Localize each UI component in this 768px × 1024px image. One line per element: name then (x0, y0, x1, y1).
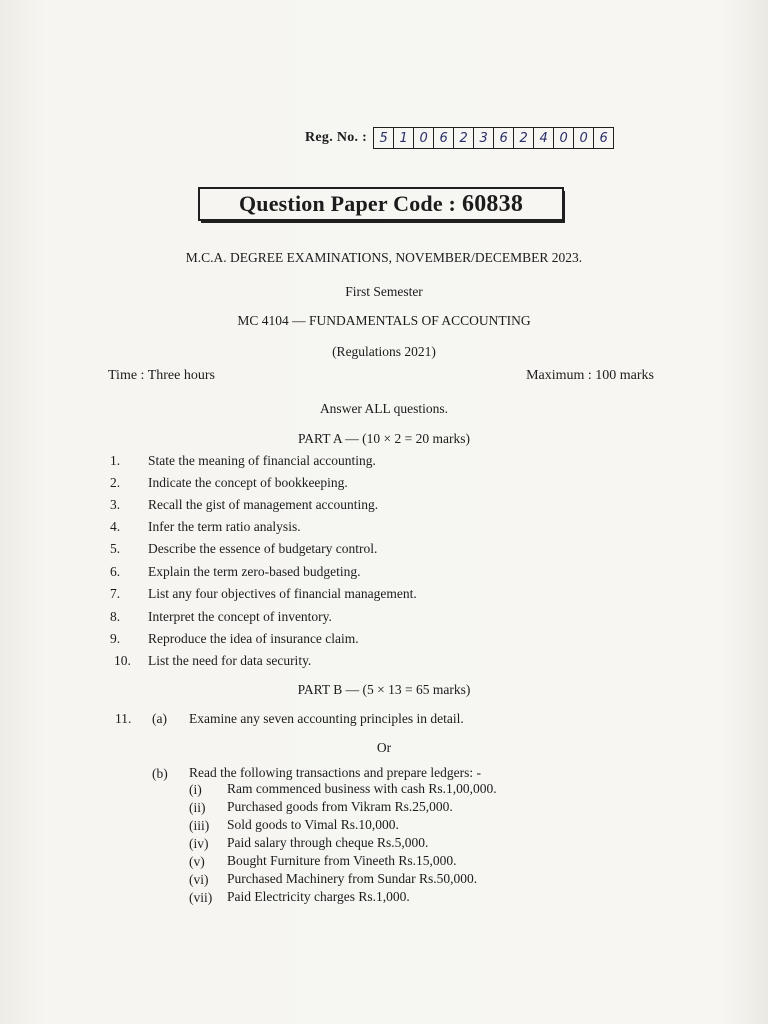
reg-number (305, 126, 614, 150)
reg-digit-boxes (373, 127, 614, 149)
instruction: Answer ALL questions. (319, 401, 449, 416)
question-text: Explain the term zero-based budgeting. (148, 564, 361, 579)
item-text: Purchased goods from Vikram Rs.25,000. (227, 799, 453, 814)
item-text: Bought Furniture from Vineeth Rs.15,000. (227, 853, 457, 868)
question-number: 5. (110, 541, 121, 556)
reg-digit: 2 (454, 128, 474, 148)
regulations: (Regulations 2021) (332, 344, 436, 359)
question-paper-code-box (198, 187, 564, 221)
maximum-marks: Maximum : 100 marks (526, 368, 654, 383)
question-number: 1. (110, 453, 121, 468)
question-text: Indicate the concept of bookkeeping. (148, 475, 348, 490)
reg-digit: 0 (414, 128, 434, 148)
item-text: Purchased Machinery from Sundar Rs.50,000. (227, 871, 478, 886)
question-number: 7. (110, 586, 121, 601)
question-text: Interpret the concept of inventory. (148, 609, 332, 624)
reg-digit: 6 (494, 128, 514, 148)
question-number: 2. (110, 475, 121, 490)
or-separator: Or (376, 740, 392, 755)
sub-question-label: (a) (152, 711, 167, 726)
question-text: Infer the term ratio analysis. (148, 519, 301, 534)
reg-digit: 1 (394, 128, 414, 148)
question-number: 10. (114, 653, 131, 668)
time-allowed: Time : Three hours (108, 368, 215, 383)
time-marks-row (108, 368, 654, 384)
reg-digit: 0 (554, 128, 574, 148)
exam-title: M.C.A. DEGREE EXAMINATIONS, NOVEMBER/DECEMBER 2023. (185, 250, 583, 265)
reg-digit: 6 (599, 130, 608, 146)
item-label: (vi) (189, 872, 209, 887)
reg-digit: 2 (514, 128, 534, 148)
item-label: (vii) (189, 890, 213, 905)
item-label: (i) (189, 782, 202, 797)
question-number: 9. (110, 631, 121, 646)
question-text: Describe the essence of budgetary control. (148, 541, 378, 556)
item-label: (iv) (189, 836, 209, 851)
question-text: State the meaning of financial accounting. (148, 453, 376, 468)
question-number: 6. (110, 564, 121, 579)
question-number: 3. (110, 497, 121, 512)
course-title: MC 4104 — FUNDAMENTALS OF ACCOUNTING (237, 313, 531, 328)
question-text: Recall the gist of management accounting. (148, 497, 379, 512)
reg-label: Reg. No. : (305, 130, 368, 145)
reg-digit: 3 (474, 128, 494, 148)
qpc-label: Question Paper Code : (238, 191, 457, 216)
question-number: 8. (110, 609, 121, 624)
part-b-title: PART B — (5 × 13 = 65 marks) (297, 682, 471, 697)
item-text: Ram commenced business with cash Rs.1,00,000. (227, 781, 497, 796)
item-text: Sold goods to Vimal Rs.10,000. (227, 817, 399, 832)
reg-digit: 4 (534, 128, 554, 148)
reg-digit: 6 (434, 128, 454, 148)
question-text: Read the following transactions and prepare ledgers: - (189, 765, 482, 780)
question-number: 11. (115, 711, 132, 726)
item-label: (ii) (189, 800, 206, 815)
question-text: List the need for data security. (148, 653, 312, 668)
question-text: Examine any seven accounting principles in detail. (189, 711, 464, 726)
question-text: Reproduce the idea of insurance claim. (148, 631, 359, 646)
reg-digit: 0 (574, 128, 594, 148)
item-text: Paid salary through cheque Rs.5,000. (227, 835, 429, 850)
item-label: (v) (189, 854, 205, 869)
part-a-title: PART A — (10 × 2 = 20 marks) (298, 431, 470, 446)
qpc-code: 60838 (462, 190, 524, 217)
sub-question-label: (b) (152, 766, 168, 781)
reg-digit: 5 (374, 128, 394, 148)
item-text: Paid Electricity charges Rs.1,000. (227, 889, 410, 904)
item-label: (iii) (189, 818, 210, 833)
question-number: 4. (110, 519, 121, 534)
question-text: List any four objectives of financial management. (148, 586, 417, 601)
semester: First Semester (345, 284, 423, 299)
